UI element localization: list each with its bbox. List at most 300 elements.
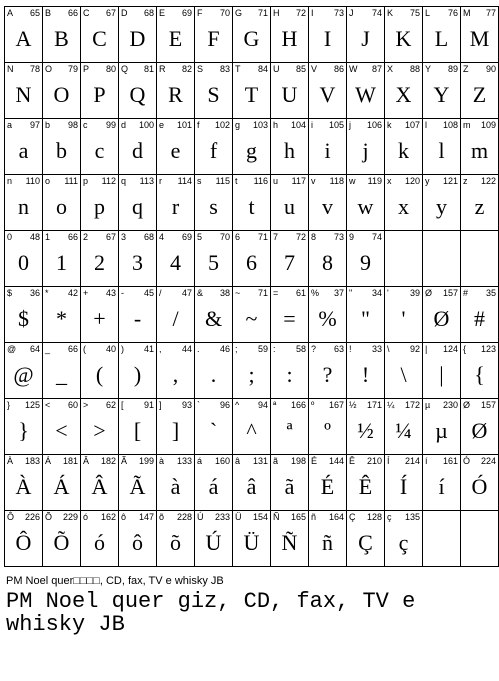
cell-char: V bbox=[311, 64, 318, 74]
cell-label bbox=[45, 400, 78, 410]
cell-label bbox=[235, 8, 268, 18]
cell-label bbox=[387, 8, 420, 18]
cell-label bbox=[159, 64, 192, 74]
cell-glyph: m bbox=[470, 138, 489, 163]
cell-char: h bbox=[273, 120, 279, 130]
glyph-cell bbox=[423, 63, 461, 119]
cell-char: < bbox=[45, 400, 51, 410]
cell-char: + bbox=[83, 288, 89, 298]
cell-glyph: & bbox=[204, 306, 223, 331]
cell-glyph: % bbox=[318, 306, 337, 331]
cell-glyph: p bbox=[94, 194, 105, 219]
cell-char: { bbox=[463, 344, 467, 354]
cell-glyph: Z bbox=[472, 82, 487, 107]
cell-char: 2 bbox=[83, 232, 89, 242]
cell-char: 9 bbox=[349, 232, 355, 242]
glyph-cell bbox=[81, 119, 119, 175]
cell-char: / bbox=[159, 288, 162, 298]
cell-code: 120 bbox=[404, 176, 420, 186]
cell-glyph: c bbox=[94, 138, 105, 163]
cell-label bbox=[121, 288, 154, 298]
cell-code: 80 bbox=[105, 64, 116, 74]
cell-code: 233 bbox=[214, 512, 230, 522]
cell-glyph: Ø bbox=[471, 418, 488, 443]
cell-code: 66 bbox=[67, 8, 78, 18]
cell-glyph: _ bbox=[56, 362, 67, 387]
cell-label bbox=[197, 344, 230, 354]
cell-glyph: f bbox=[209, 138, 218, 163]
cell-char: = bbox=[273, 288, 279, 298]
glyph-cell bbox=[309, 287, 347, 343]
cell-char: ô bbox=[121, 512, 127, 522]
cell-code: 70 bbox=[219, 8, 230, 18]
cell-code: 43 bbox=[105, 288, 116, 298]
cell-glyph: l bbox=[438, 138, 445, 163]
glyph-cell bbox=[271, 343, 309, 399]
cell-code: 77 bbox=[485, 8, 496, 18]
cell-label bbox=[463, 400, 496, 410]
empty-cell bbox=[385, 231, 423, 287]
cell-code: 78 bbox=[29, 64, 40, 74]
glyph-cell bbox=[119, 343, 157, 399]
cell-glyph: G bbox=[243, 26, 260, 51]
cell-glyph: = bbox=[283, 306, 296, 331]
glyph-cell bbox=[157, 511, 195, 567]
cell-code: 46 bbox=[219, 344, 230, 354]
cell-char: X bbox=[387, 64, 394, 74]
glyph-cell bbox=[233, 287, 271, 343]
cell-char: Ã bbox=[121, 456, 128, 466]
cell-code: 36 bbox=[29, 288, 40, 298]
glyph-cell bbox=[423, 343, 461, 399]
cell-code: 76 bbox=[447, 8, 458, 18]
cell-label bbox=[197, 176, 230, 186]
cell-label bbox=[349, 176, 382, 186]
cell-label bbox=[463, 288, 496, 298]
cell-code: 75 bbox=[409, 8, 420, 18]
empty-cell bbox=[423, 511, 461, 567]
cell-label bbox=[83, 8, 116, 18]
cell-glyph: ] bbox=[171, 418, 180, 443]
cell-glyph: d bbox=[132, 138, 143, 163]
cell-char: # bbox=[463, 288, 469, 298]
cell-char: ç bbox=[387, 512, 392, 522]
glyph-cell bbox=[81, 287, 119, 343]
cell-glyph: M bbox=[469, 26, 490, 51]
cell-char: O bbox=[45, 64, 53, 74]
glyph-cell bbox=[233, 455, 271, 511]
character-grid bbox=[4, 6, 499, 567]
cell-label bbox=[7, 120, 40, 130]
cell-label bbox=[235, 512, 268, 522]
cell-code: 229 bbox=[62, 512, 78, 522]
cell-char: : bbox=[273, 344, 276, 354]
cell-glyph: , bbox=[172, 362, 179, 387]
glyph-cell bbox=[43, 119, 81, 175]
glyph-cell bbox=[195, 399, 233, 455]
cell-char: t bbox=[235, 176, 238, 186]
cell-label bbox=[349, 232, 382, 242]
cell-char: F bbox=[197, 8, 203, 18]
cell-char: P bbox=[83, 64, 90, 74]
cell-char: Õ bbox=[45, 512, 53, 522]
cell-code: 68 bbox=[143, 8, 154, 18]
cell-char: . bbox=[197, 344, 200, 354]
cell-char: - bbox=[121, 288, 124, 298]
glyph-cell bbox=[119, 287, 157, 343]
cell-glyph: : bbox=[286, 362, 293, 387]
cell-code: 66 bbox=[67, 344, 78, 354]
cell-label bbox=[273, 400, 306, 410]
cell-char: o bbox=[45, 176, 51, 186]
cell-glyph: Ç bbox=[358, 530, 373, 555]
cell-code: 69 bbox=[181, 8, 192, 18]
glyph-cell bbox=[347, 119, 385, 175]
cell-char: q bbox=[121, 176, 127, 186]
cell-char: y bbox=[425, 176, 430, 186]
cell-code: 106 bbox=[366, 120, 382, 130]
glyph-cell bbox=[347, 455, 385, 511]
cell-char: Y bbox=[425, 64, 432, 74]
glyph-cell bbox=[461, 287, 499, 343]
cell-code: 71 bbox=[257, 8, 268, 18]
cell-glyph: C bbox=[92, 26, 107, 51]
cell-glyph: ( bbox=[95, 362, 104, 387]
glyph-cell bbox=[385, 343, 423, 399]
cell-label bbox=[311, 512, 344, 522]
cell-code: 97 bbox=[29, 120, 40, 130]
cell-label bbox=[159, 288, 192, 298]
cell-char: I bbox=[311, 8, 314, 18]
cell-code: 59 bbox=[257, 344, 268, 354]
cell-glyph: Ú bbox=[205, 530, 222, 555]
cell-label bbox=[425, 176, 458, 186]
cell-label bbox=[121, 64, 154, 74]
cell-code: 44 bbox=[181, 344, 192, 354]
cell-glyph: J bbox=[361, 26, 370, 51]
sample-text-small: PM Noel quer□□□□, CD, fax, TV e whisky JB bbox=[6, 575, 224, 587]
glyph-cell bbox=[271, 175, 309, 231]
cell-glyph: " bbox=[361, 306, 370, 331]
cell-label bbox=[7, 288, 40, 298]
cell-code: 92 bbox=[409, 344, 420, 354]
cell-char: ¼ bbox=[387, 400, 395, 410]
cell-char: ; bbox=[235, 344, 238, 354]
cell-code: 123 bbox=[480, 344, 496, 354]
glyph-cell bbox=[347, 63, 385, 119]
cell-code: 107 bbox=[404, 120, 420, 130]
cell-glyph: z bbox=[474, 194, 485, 219]
cell-code: 119 bbox=[367, 176, 382, 186]
cell-char: [ bbox=[121, 400, 124, 410]
cell-char: 8 bbox=[311, 232, 317, 242]
cell-char: º bbox=[311, 400, 315, 410]
cell-label bbox=[159, 8, 192, 18]
grid-row bbox=[5, 343, 499, 399]
cell-code: 61 bbox=[295, 288, 306, 298]
cell-glyph: e bbox=[170, 138, 181, 163]
cell-code: 131 bbox=[252, 456, 268, 466]
glyph-cell bbox=[157, 455, 195, 511]
cell-char: µ bbox=[425, 400, 431, 410]
cell-char: R bbox=[159, 64, 166, 74]
cell-glyph: U bbox=[281, 82, 298, 107]
cell-code: 81 bbox=[143, 64, 154, 74]
cell-code: 71 bbox=[257, 288, 268, 298]
glyph-cell bbox=[461, 175, 499, 231]
cell-code: 113 bbox=[139, 176, 154, 186]
cell-char: ` bbox=[197, 400, 200, 410]
glyph-cell bbox=[195, 7, 233, 63]
cell-label bbox=[235, 288, 268, 298]
grid-row bbox=[5, 119, 499, 175]
cell-glyph: 5 bbox=[208, 250, 219, 275]
glyph-cell bbox=[233, 175, 271, 231]
cell-glyph: ` bbox=[209, 418, 218, 443]
glyph-cell bbox=[119, 175, 157, 231]
cell-code: 62 bbox=[105, 400, 116, 410]
cell-glyph: P bbox=[93, 82, 106, 107]
cell-label bbox=[311, 232, 344, 242]
cell-char: ( bbox=[83, 344, 86, 354]
empty-cell bbox=[461, 511, 499, 567]
cell-code: 171 bbox=[366, 400, 382, 410]
cell-char: ) bbox=[121, 344, 124, 354]
cell-label bbox=[273, 64, 306, 74]
cell-code: 35 bbox=[485, 288, 496, 298]
cell-label bbox=[235, 400, 268, 410]
cell-char: i bbox=[311, 120, 313, 130]
cell-label bbox=[45, 344, 78, 354]
glyph-cell bbox=[5, 455, 43, 511]
cell-glyph: n bbox=[18, 194, 29, 219]
cell-char: " bbox=[349, 288, 353, 298]
glyph-cell bbox=[5, 287, 43, 343]
cell-label bbox=[235, 64, 268, 74]
cell-code: 121 bbox=[442, 176, 458, 186]
cell-code: 122 bbox=[480, 176, 496, 186]
cell-label bbox=[83, 64, 116, 74]
cell-label bbox=[197, 400, 230, 410]
cell-glyph: à bbox=[170, 474, 181, 499]
cell-char: W bbox=[349, 64, 358, 74]
cell-label bbox=[425, 288, 458, 298]
glyph-cell bbox=[81, 175, 119, 231]
cell-code: 182 bbox=[100, 456, 116, 466]
cell-code: 41 bbox=[143, 344, 154, 354]
cell-char: í bbox=[425, 456, 428, 466]
glyph-cell bbox=[5, 175, 43, 231]
glyph-cell bbox=[423, 455, 461, 511]
glyph-cell bbox=[271, 287, 309, 343]
cell-char: õ bbox=[159, 512, 165, 522]
glyph-cell bbox=[233, 63, 271, 119]
cell-glyph: ^ bbox=[246, 418, 257, 443]
cell-char: ã bbox=[273, 456, 279, 466]
cell-label bbox=[463, 344, 496, 354]
cell-char: Â bbox=[83, 456, 90, 466]
cell-glyph: µ bbox=[435, 418, 448, 443]
cell-glyph: ½ bbox=[357, 418, 374, 443]
cell-label bbox=[349, 512, 382, 522]
cell-glyph: Ê bbox=[358, 474, 373, 499]
glyph-cell bbox=[461, 399, 499, 455]
cell-char: Ø bbox=[463, 400, 471, 410]
glyph-cell bbox=[423, 399, 461, 455]
glyph-cell bbox=[157, 287, 195, 343]
cell-code: 118 bbox=[329, 176, 344, 186]
cell-glyph: Â bbox=[91, 474, 108, 499]
cell-label bbox=[273, 456, 306, 466]
glyph-cell bbox=[43, 455, 81, 511]
cell-label bbox=[273, 120, 306, 130]
cell-code: 39 bbox=[409, 288, 420, 298]
cell-code: 85 bbox=[295, 64, 306, 74]
cell-glyph: 2 bbox=[94, 250, 105, 275]
cell-code: 210 bbox=[366, 456, 382, 466]
cell-label bbox=[349, 344, 382, 354]
glyph-cell bbox=[423, 119, 461, 175]
cell-code: 162 bbox=[100, 512, 116, 522]
cell-glyph: x bbox=[398, 194, 409, 219]
grid-row bbox=[5, 511, 499, 567]
cell-code: 135 bbox=[404, 512, 420, 522]
cell-label bbox=[311, 288, 344, 298]
cell-code: 228 bbox=[176, 512, 192, 522]
cell-glyph: W bbox=[355, 82, 376, 107]
glyph-cell bbox=[347, 175, 385, 231]
cell-label bbox=[387, 512, 420, 522]
cell-label bbox=[7, 512, 40, 522]
cell-label bbox=[7, 8, 40, 18]
glyph-cell bbox=[119, 231, 157, 287]
glyph-cell bbox=[423, 175, 461, 231]
cell-label bbox=[387, 288, 420, 298]
cell-label bbox=[273, 344, 306, 354]
cell-code: 34 bbox=[371, 288, 382, 298]
cell-glyph: ó bbox=[94, 530, 105, 555]
cell-glyph: ã bbox=[284, 474, 295, 499]
cell-label bbox=[83, 232, 116, 242]
glyph-cell bbox=[195, 511, 233, 567]
cell-glyph: } bbox=[18, 418, 29, 443]
cell-glyph: w bbox=[357, 194, 374, 219]
cell-char: N bbox=[7, 64, 14, 74]
cell-glyph: ? bbox=[322, 362, 333, 387]
cell-label bbox=[235, 232, 268, 242]
cell-code: 94 bbox=[257, 400, 268, 410]
cell-label bbox=[121, 456, 154, 466]
cell-glyph: ¼ bbox=[395, 418, 412, 443]
cell-glyph: Á bbox=[53, 474, 70, 499]
cell-code: 40 bbox=[105, 344, 116, 354]
cell-char: S bbox=[197, 64, 204, 74]
cell-label bbox=[311, 456, 344, 466]
cell-code: 199 bbox=[138, 456, 154, 466]
glyph-cell bbox=[5, 231, 43, 287]
cell-label bbox=[159, 400, 192, 410]
cell-label bbox=[83, 288, 116, 298]
cell-code: 84 bbox=[257, 64, 268, 74]
cell-label bbox=[121, 8, 154, 18]
cell-char: & bbox=[197, 288, 204, 298]
cell-code: 166 bbox=[290, 400, 306, 410]
cell-glyph: ~ bbox=[245, 306, 258, 331]
cell-glyph: > bbox=[93, 418, 106, 443]
cell-code: 117 bbox=[291, 176, 306, 186]
glyph-cell bbox=[347, 511, 385, 567]
grid-row bbox=[5, 287, 499, 343]
glyph-cell bbox=[309, 343, 347, 399]
cell-glyph: j bbox=[362, 138, 369, 163]
cell-glyph: X bbox=[395, 82, 412, 107]
cell-glyph: t bbox=[248, 194, 255, 219]
cell-glyph: í bbox=[438, 474, 445, 499]
cell-code: 73 bbox=[333, 8, 344, 18]
cell-char: â bbox=[235, 456, 241, 466]
cell-char: E bbox=[159, 8, 166, 18]
cell-code: 68 bbox=[143, 232, 154, 242]
cell-label bbox=[121, 232, 154, 242]
cell-glyph: ô bbox=[132, 530, 143, 555]
cell-label bbox=[463, 456, 496, 466]
cell-glyph: + bbox=[93, 306, 106, 331]
cell-glyph: 8 bbox=[322, 250, 333, 275]
cell-label bbox=[7, 400, 40, 410]
cell-label bbox=[311, 344, 344, 354]
cell-glyph: Q bbox=[129, 82, 146, 107]
glyph-cell bbox=[309, 231, 347, 287]
cell-label bbox=[273, 8, 306, 18]
cell-char: 5 bbox=[197, 232, 203, 242]
cell-label bbox=[349, 120, 382, 130]
glyph-cell bbox=[5, 343, 43, 399]
glyph-cell bbox=[233, 511, 271, 567]
glyph-cell bbox=[461, 7, 499, 63]
glyph-cell bbox=[81, 231, 119, 287]
cell-code: 79 bbox=[67, 64, 78, 74]
cell-glyph: o bbox=[56, 194, 67, 219]
cell-glyph: h bbox=[284, 138, 295, 163]
cell-char: } bbox=[7, 400, 11, 410]
glyph-cell bbox=[347, 287, 385, 343]
glyph-cell bbox=[233, 343, 271, 399]
cell-label bbox=[121, 176, 154, 186]
cell-label bbox=[45, 512, 78, 522]
cell-char: Q bbox=[121, 64, 129, 74]
glyph-cell bbox=[385, 63, 423, 119]
cell-glyph: õ bbox=[170, 530, 181, 555]
cell-char: % bbox=[311, 288, 320, 298]
grid-row bbox=[5, 399, 499, 455]
cell-char: u bbox=[273, 176, 279, 186]
cell-glyph: ç bbox=[398, 530, 409, 555]
cell-glyph: * bbox=[56, 306, 67, 331]
cell-label bbox=[197, 232, 230, 242]
glyph-cell bbox=[309, 511, 347, 567]
cell-char: > bbox=[83, 400, 89, 410]
cell-code: 133 bbox=[176, 456, 192, 466]
cell-char: Ø bbox=[425, 288, 433, 298]
cell-code: 58 bbox=[295, 344, 306, 354]
cell-glyph: [ bbox=[133, 418, 142, 443]
glyph-cell bbox=[43, 511, 81, 567]
glyph-cell bbox=[461, 63, 499, 119]
cell-code: 64 bbox=[29, 344, 40, 354]
cell-glyph: F bbox=[207, 26, 220, 51]
glyph-cell bbox=[461, 455, 499, 511]
glyph-cell bbox=[195, 63, 233, 119]
